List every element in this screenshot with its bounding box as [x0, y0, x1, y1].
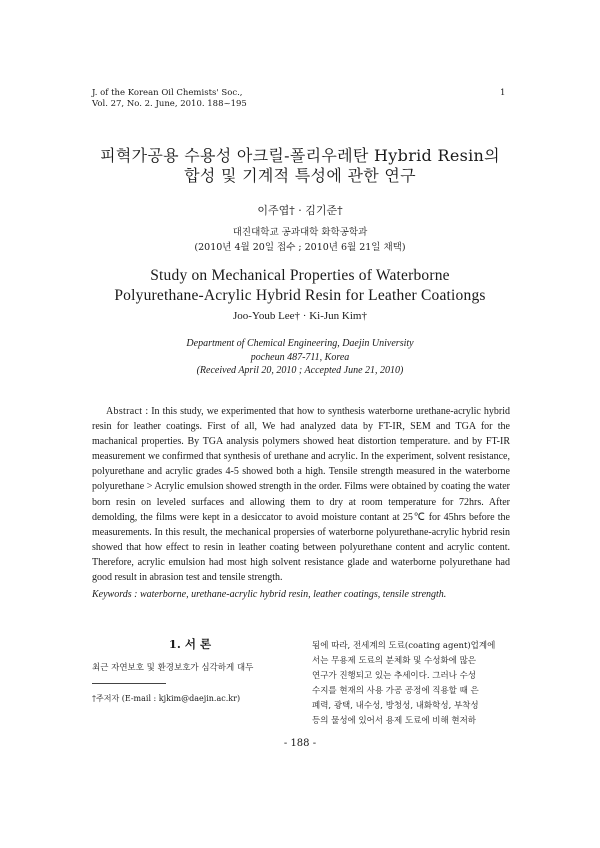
section-heading-introduction: 1. 서 론 [168, 637, 212, 651]
korean-title-line2: 합성 및 기계적 특성에 관한 연구 [184, 166, 416, 185]
english-affiliation-line1: Department of Chemical Engineering, Daejin University [186, 338, 414, 349]
abstract [92, 404, 510, 585]
intro-right-line: 등의 물성에 있어서 용제 도료에 비해 현저하 [312, 716, 477, 726]
abstract-label: Abstract [106, 406, 143, 417]
english-title [0, 266, 600, 306]
korean-title-line1: 피혁가공용 수용성 아크릴-폴리우레탄 Hybrid Resin의 [100, 146, 500, 165]
intro-right-line: 수지를 현재의 사용 가공 공정에 직용할 때 은 [312, 686, 479, 696]
english-affiliation-block [0, 337, 600, 378]
intro-left-column-text: 최근 자연보호 및 환경보호가 심각하게 대두 [92, 663, 254, 673]
english-title-line2: Polyurethane-Acrylic Hybrid Resin for Leather Coationgs [114, 287, 486, 304]
journal-citation-line1: J. of the Korean Oil Chemists' Soc., [92, 88, 243, 98]
english-authors: Joo-Youb Lee† · Ki-Jun Kim† [233, 310, 367, 322]
footnote-divider [92, 683, 166, 684]
journal-header [92, 88, 247, 110]
intro-right-line: 됨에 따라, 전세계의 도료(coating agent)업계에 [312, 641, 496, 651]
korean-affiliation: 대진대학교 공과대학 화학공학과 [232, 227, 368, 238]
keywords: Keywords : waterborne, urethane-acrylic hybrid resin, leather coatings, tensile strength. [92, 589, 447, 600]
intro-right-column [312, 639, 510, 729]
korean-dates: (2010년 4월 20일 접수 ; 2010년 6월 21일 채택) [194, 242, 406, 253]
english-dates: (Received April 20, 2010 ; Accepted June 21, 2010) [196, 365, 404, 376]
page-footer-number: - 188 - [283, 738, 317, 749]
english-affiliation-line2: pocheun 487-711, Korea [250, 351, 350, 363]
journal-citation-line2: Vol. 27, No. 2. June, 2010. 188~195 [92, 99, 247, 109]
header-page-number: 1 [500, 88, 506, 98]
english-title-line1: Study on Mechanical Properties of Waterborne [150, 267, 450, 284]
intro-right-line: 폐력, 광택, 내수성, 방청성, 내화학성, 부착성 [312, 701, 479, 711]
intro-right-line: 연구가 진행되고 있는 추세이다. 그러나 수성 [312, 671, 477, 681]
korean-authors: 이주엽† · 김기준† [257, 204, 343, 217]
corresponding-author-footnote: †주저자 (E-mail : kjkim@daejin.ac.kr) [92, 694, 241, 703]
korean-title [0, 146, 600, 186]
korean-affiliation-block [0, 225, 600, 255]
abstract-text: : In this study, we experimented that how to synthesis waterborne urethane-acrylic hybrid resin for leather coatings. First of all, We had analyzed data by FT-IR, SEM and TGA for the machanical properties. By TGA analysis polymers showed heat distortion temperature. and by FT-IR measurement we confirmed that synthesis of urethane and acrylic. In the experiment, solvent resistance, polyurethane and acrylic grades 4-5 showed both a high. Tensile strength measured in the waterborne polyurethane > Acrylic emulsion showed strength in the order. Films were obtained by coating the water born resin on leveled surfaces and allowing them to dry at room temperature for 72hrs. After demolding, the films were kept in a desiccator to avoid moisture contant at 25℃ for 45hrs before the measurements. In this result, the mechanical propersies of waterborne polyurethane-acrylic hybrid resin showed that how effect to resin in leather coating between polyurethane content and acrylic content. Therefore, acrylic emulsion had most high solvent resistance glade and waterborne polyurethane had good result in abrasion test and tensile strength. [92, 406, 510, 584]
intro-right-line: 서는 무용제 도료의 분체화 및 수성화에 많은 [312, 656, 477, 666]
